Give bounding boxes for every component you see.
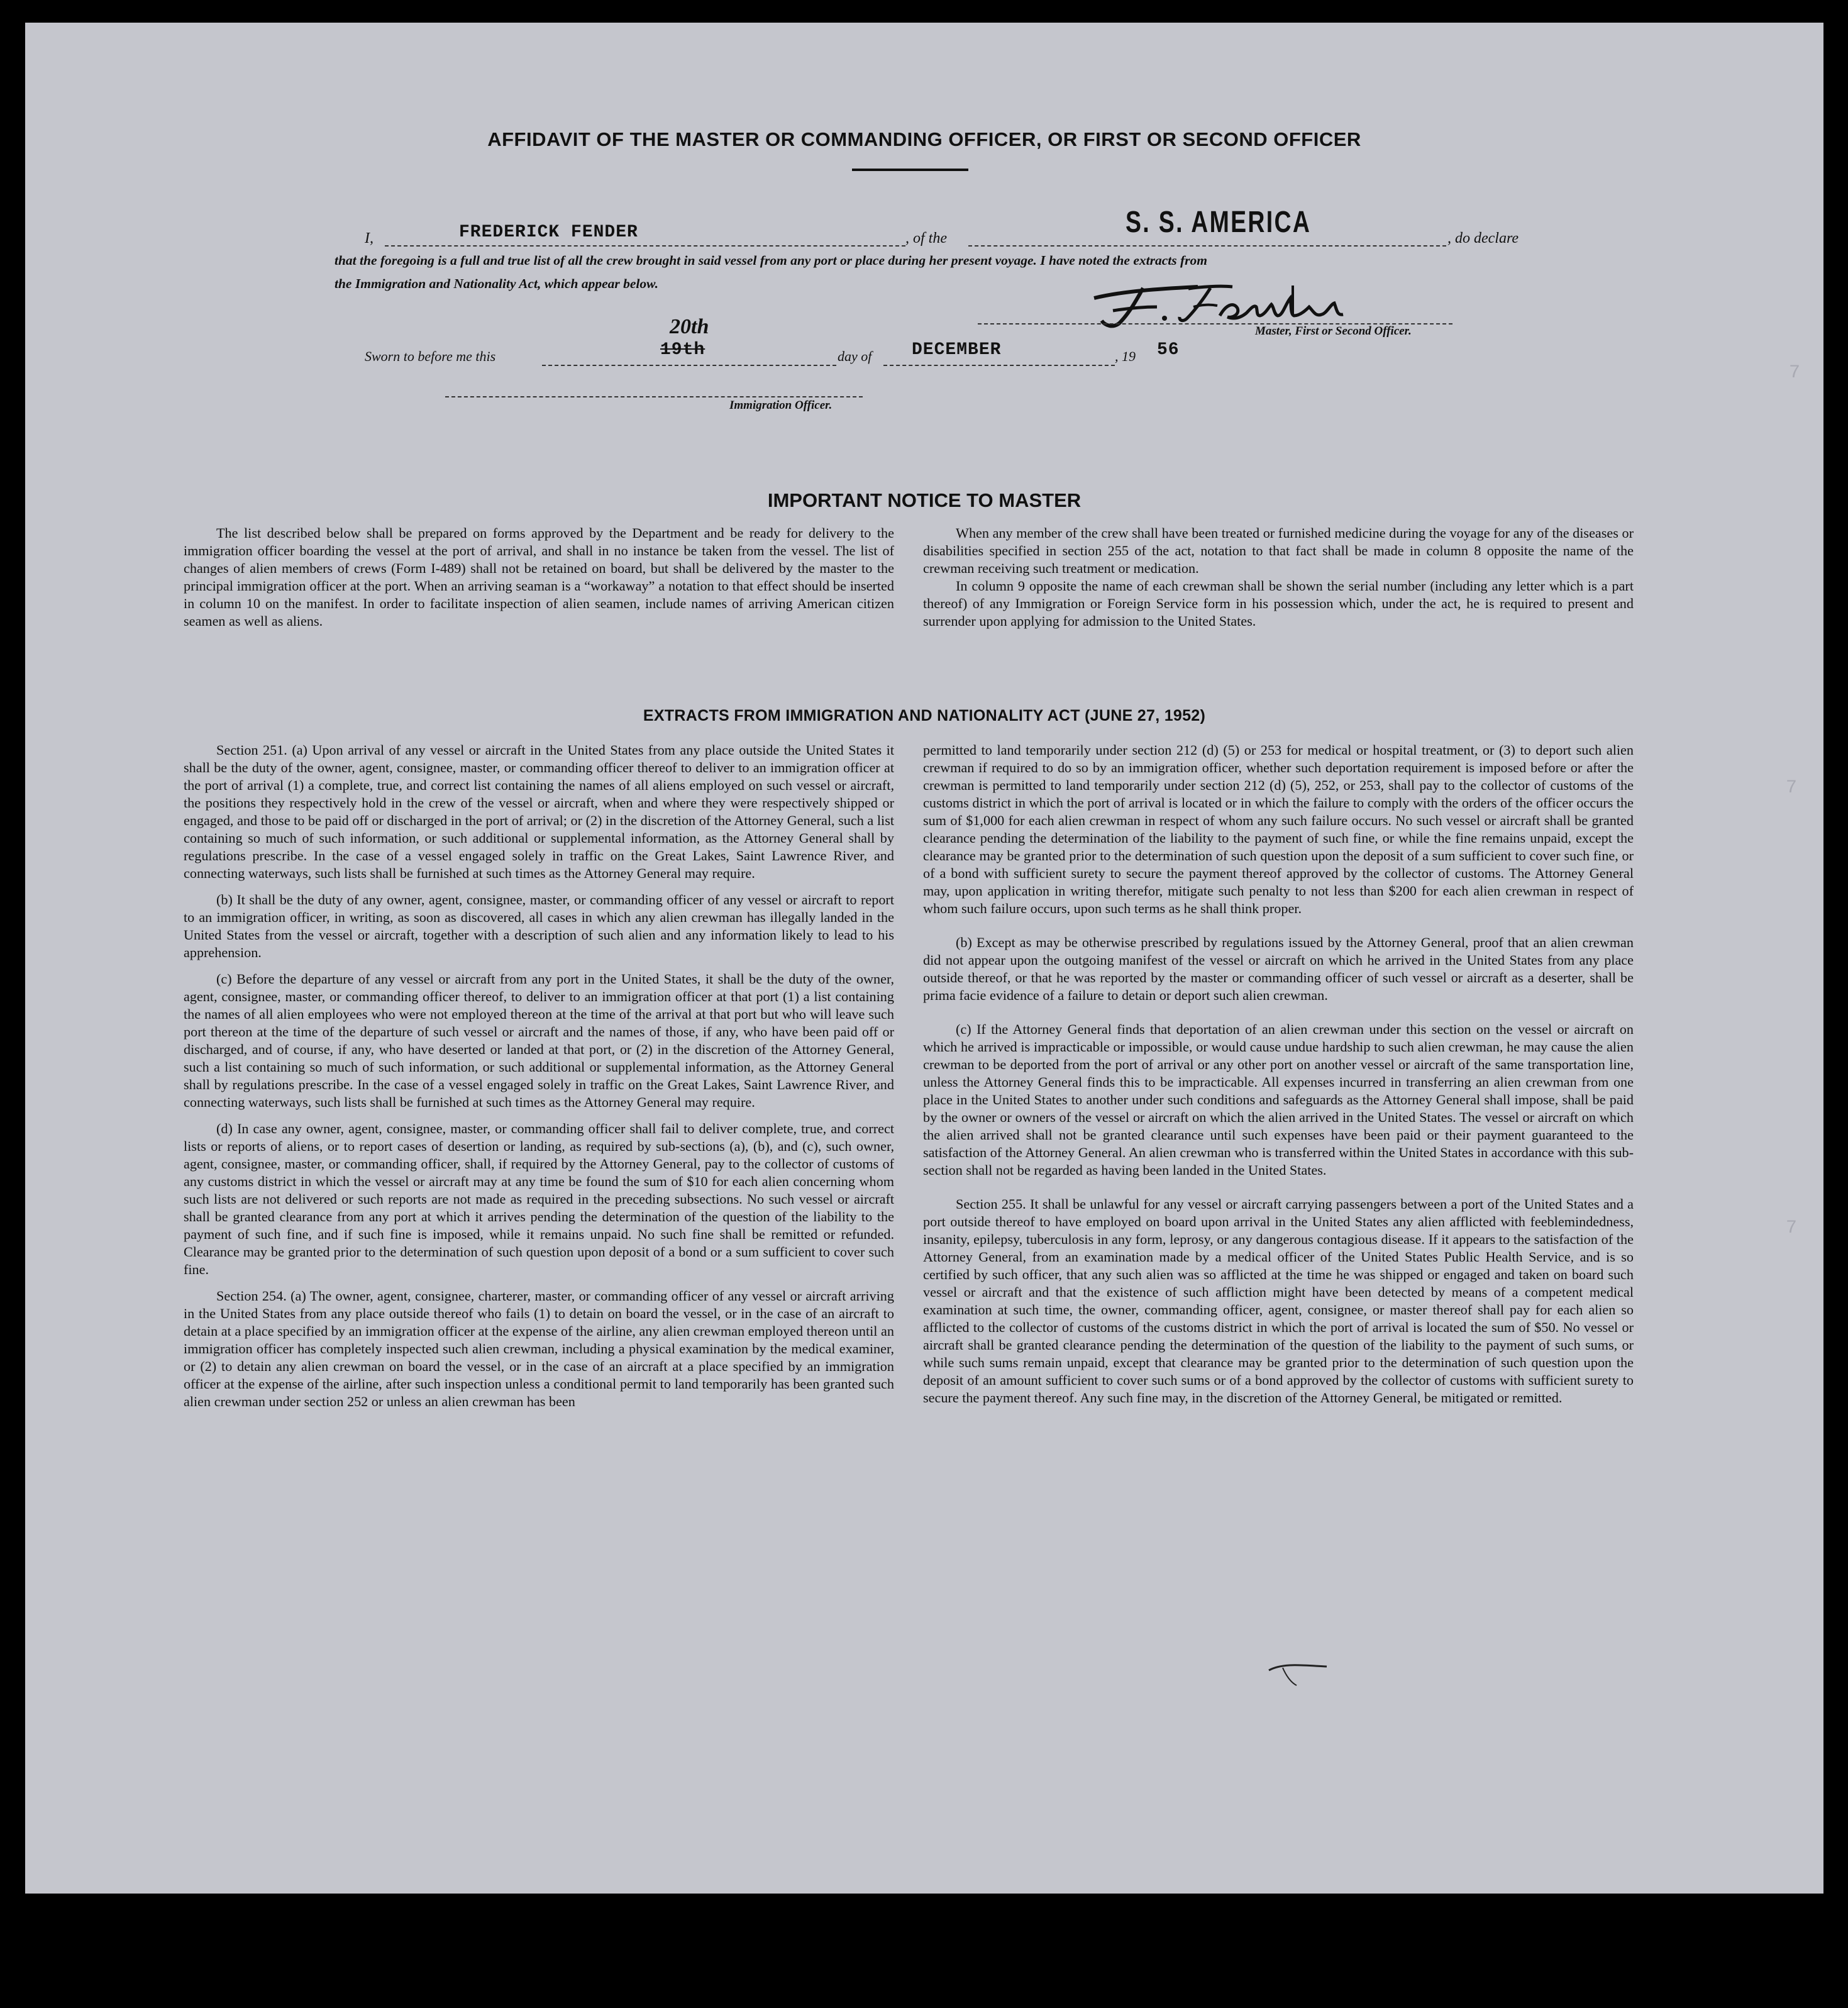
notice-left-paragraph: The list described below shall be prepared on forms approved by the Department and be ready for delivery to the immigration officer boarding the vessel at the port of arrival, and shall in no instance be taken from the vessel. The list of changes of alien members of crews (Form I-489) shall not be retained on board, but shall be delivered by the master to the principal immigration officer at the port. When an arriving seaman is a “workaway” a notation to that effect should be inserted in column 10 on the manifest. In order to facilitate inspection of alien seamen, include names of arriving American citizen seamen as well as aliens. — [184, 525, 894, 629]
signature-caption: Master, First or Second Officer. — [1255, 324, 1412, 338]
extracts-left-column — [184, 741, 894, 1411]
declarant-prefix: I, — [365, 230, 373, 247]
bleed-through-mark: 7 — [1789, 362, 1802, 384]
extracts-right-column — [923, 741, 1634, 1407]
extracts-heading: EXTRACTS FROM IMMIGRATION AND NATIONALITY ACT (JUNE 27, 1952) — [643, 707, 1206, 724]
day-of-label: day of — [838, 348, 872, 364]
notice-right-paragraph-1: When any member of the crew shall have been treated or furnished medicine during the voyage for any of the diseases or disabilities specified in section 255 of the act, notation to that fact shall be made in column 8 opposite the name of the crewman receiving such treatment or medication. — [923, 525, 1634, 576]
section-254a-continued: permitted to land temporarily under section 212 (d) (5) or 253 for medical or hospital treatment, or (3) to deport such alien crewman if required to do so by an immigration officer, whether such deportation requirement is imposed before or after the crewman is permitted to land temporarily under section 212 (d) (5), 252, or 253, shall pay to the collector of customs of the customs district in which the port of arrival is located or in which the failure to comply with the orders of the officer occurs the sum of $1,000 for each alien crewman in respect of whom any such failure occurs. No such vessel or aircraft shall be granted clearance pending the determination of the liability to the payment of such fine, or while the fine remains unpaid, except the clearance may be granted prior to the determination of such question upon the deposit of a sum sufficient to cover such fine, or of a bond with sufficient surety to secure the payment thereof approved by the collector of customs. The Attorney General may, upon application in writing therefor, mitigate such penalty to not less than $200 for each alien crewman in respect of whom such failure occurs, upon such terms as he shall think proper. — [923, 742, 1634, 916]
pen-mark — [1264, 1658, 1339, 1695]
section-254c: (c) If the Attorney General finds that deportation of an alien crewman under this section on the vessel or aircraft on which he arrived is impracticable or impossible, or would cause undue hardship to such alien crewman, he may cause the alien crewman to be deported from the port of arrival or any other port on another vessel or aircraft of the same transportation line, unless the Attorney General finds this to be impracticable. All expenses incurred in transferring an alien crewman from one place in the United States to another under such conditions and safeguards as the Attorney General shall impose, shall be paid by the owner or owners of the vessel or aircraft on which the alien arrived in the United States. The vessel or aircraft on which the alien arrived shall not be granted clearance until such expenses have been paid or their payment guaranteed to the satisfaction of the Attorney General. An alien crewman who is transferred within the United States in accordance with this sub-section shall not be regarded as having been landed in the United States. — [923, 1021, 1634, 1178]
of-the-label: , of the — [905, 230, 947, 247]
day-handwritten: 20th — [670, 315, 709, 338]
notice-heading: IMPORTANT NOTICE TO MASTER — [767, 489, 1082, 511]
officer-caption: Immigration Officer. — [729, 399, 833, 412]
section-254b: (b) Except as may be otherwise prescribed by regulations issued by the Attorney General, proof that an alien crewman did not appear upon the outgoing manifest of the vessel or aircraft on which he arrived in the United States from any place outside thereof, or that he was reported by the master or commanding officer of such vessel or aircraft as a deserter, shall be prima facie evidence of a failure to detain or deport such alien crewman. — [923, 935, 1634, 1003]
section-251a: Section 251. (a) Upon arrival of any vessel or aircraft in the United States from any place outside the United States it shall be the duty of the owner, agent, consignee, master, or commanding officer thereof to deliver to an immigration officer at the port of arrival (1) a complete, true, and correct list containing the names of all aliens employed on such vessel or aircraft, the positions they respectively hold in the crew of the vessel or aircraft, when and where they were respectively shipped or engaged, and those to be paid off or discharged in the port of arrival; or (2) in the discretion of the Attorney General, such a list containing so much of such information, or such additional or supplemental information, as the Attorney General shall by regulations prescribe. In the case of a vessel engaged solely in traffic on the Great Lakes, Saint Lawrence River, and connecting waterways, such lists shall be furnished at such times as the Attorney General may require. — [184, 742, 894, 881]
section-251b: (b) It shall be the duty of any owner, agent, consignee, master, or commanding officer of any vessel or aircraft to report to an immigration officer, in writing, as soon as discovered, all cases in which any alien crewman has illegally landed in the United States from the vessel or aircraft, together with a description of such alien and any information likely to lead to his apprehension. — [184, 892, 894, 960]
notice-right-column — [923, 524, 1634, 630]
title-divider — [852, 169, 968, 171]
declaration-line-2: the Immigration and Nationality Act, which appear below. — [335, 276, 659, 291]
affidavit-title: AFFIDAVIT OF THE MASTER OR COMMANDING OFFICER, OR FIRST OR SECOND OFFICER — [487, 128, 1361, 150]
year-prefix: , 19 — [1115, 348, 1136, 364]
declarant-name: FREDERICK FENDER — [459, 223, 638, 242]
bleed-through-mark: 7 — [1786, 1218, 1799, 1239]
signature-line — [978, 309, 1452, 324]
section-251c: (c) Before the departure of any vessel or aircraft from any port in the United States, it shall be the duty of the owner, agent, consignee, master, or commanding officer thereof, to deliver to an immigration officer at that port (1) a list containing the names of all alien employees who were not employed thereon at the time of the arrival at that port but who will leave such port thereon at the time of the departure of such vessel or aircraft and the names of those, if any, who have been paid off or discharged, and of course, if any, who have deserted or landed at that port, or (2) in the discretion of the Attorney General, such a list containing so much of such information, or such additional or supplemental information, as the Attorney General shall by regulations prescribe. In the case of a vessel engaged solely in traffic on the Great Lakes, Saint Lawrence River, and connecting waterways, such lists shall be furnished at such times as the Attorney General may require. — [184, 971, 894, 1110]
section-255: Section 255. It shall be unlawful for any vessel or aircraft carrying passengers between a port of the United States and a port outside thereof to have employed on board upon arrival in the United States any alien afflicted with feeblemindedness, insanity, epilepsy, tuberculosis in any form, leprosy, or any dangerous contagious disease. If it appears to the satisfaction of the Attorney General, from an examination made by a medical officer of the United States Public Health Service, and is so certified by such officer, that any such alien was so afflicted at the time he was shipped or engaged and taken on board such vessel or aircraft and that the existence of such affliction might have been detected by means of a competent medical examination at such time, the owner, commanding officer, agent, consignee, or master thereof shall pay for each alien so afflicted to the collector of customs of the customs district in which the port of arrival is located the sum of $50. No vessel or aircraft shall be granted clearance pending the determination of the question of the liability to the payment of such sums, or while such sums remain unpaid, except that clearance may be granted prior to the determination of such question upon the deposit of an amount sufficient to cover such sums or of a bond approved by the collector of customs with sufficient surety to secure the payment thereof. Any such fine may, in the discretion of the Attorney General, be mitigated or remitted. — [923, 1196, 1634, 1406]
do-declare-label: , do declare — [1447, 230, 1519, 247]
immigration-officer-line — [445, 382, 863, 397]
document-page — [25, 23, 1823, 1894]
section-251d: (d) In case any owner, agent, consignee, master, or commanding officer shall fail to deliver complete, true, and correct lists or reports of aliens, or to report cases of desertion or landing, as required by sub-sections (a), (b), and (c), such owner, agent, consignee, master, or commanding officer, shall, if required by the Attorney General, pay to the collector of customs of any customs district in which the vessel or aircraft may at any time be found the sum of $10 for each alien concerning whom such lists are not delivered or such reports are not made as required in the preceding subsections. No such vessel or aircraft shall be granted clearance from any port at which it arrives pending the determination of the question of the liability to the payment of such fine, and if such fine is imposed, while it remains unpaid. No such fine shall be remitted or refunded. Clearance may be granted prior to the determination of such question upon deposit of a bond or a sum sufficient to cover such fine. — [184, 1121, 894, 1277]
sworn-prefix: Sworn to before me this — [365, 348, 496, 364]
month-typed: DECEMBER — [912, 340, 1002, 360]
declaration-line-1: that the foregoing is a full and true list of all the crew brought in said vessel from any port or place during her present voyage. I have noted the extracts from — [335, 253, 1207, 268]
vessel-name: S. S. AMERICA — [1126, 206, 1312, 239]
notice-right-paragraph-2: In column 9 opposite the name of each crewman shall be shown the serial number (including any letter which is a part thereof) of any Immigration or Foreign Service form in his possession which, under the act, he is required to present and surrender upon applying for admission to the United States. — [923, 578, 1634, 629]
notice-left-column — [184, 524, 894, 630]
section-254a: Section 254. (a) The owner, agent, consignee, charterer, master, or commanding officer of any vessel or aircraft arriving in the United States from any place outside thereof who fails (1) to detain on board the vessel, or in the case of an aircraft to detain at a place specified by an immigration officer at the expense of the airline, any alien crewman employed thereon until an immigration officer has completely inspected such alien crewman, including a physical examination by the medical examiner, or (2) to detain any alien crewman on board the vessel, or in the case of an aircraft at a place specified by an immigration officer at the expense of the airline, after such inspection unless a conditional permit to land temporarily has been granted such alien crewman under section 252 or unless an alien crewman has been — [184, 1288, 894, 1409]
year-typed: 56 — [1157, 340, 1180, 360]
bleed-through-mark: 7 — [1786, 777, 1799, 799]
day-typed-struck: 19th — [660, 340, 705, 360]
